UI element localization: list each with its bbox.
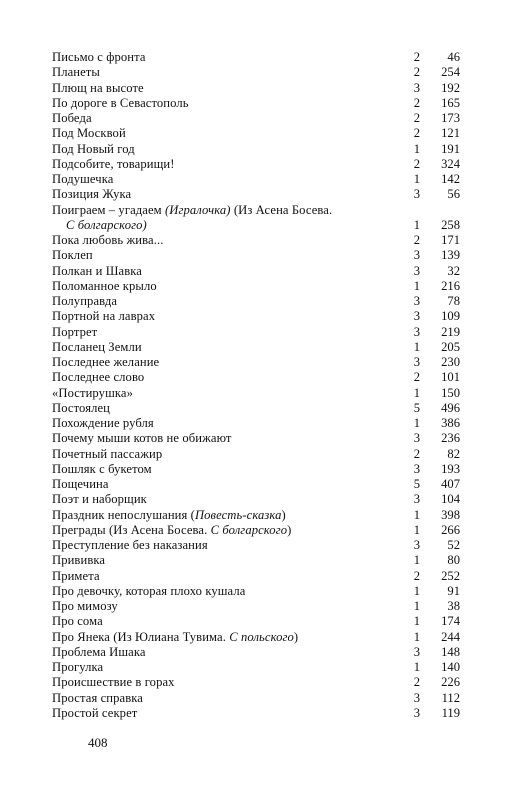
entry-page: 258 (441, 217, 460, 232)
entry-page: 139 (441, 248, 460, 263)
index-entry (52, 203, 460, 218)
entry-page: 496 (441, 400, 460, 415)
entry-title: Последнее слово (52, 370, 145, 385)
entry-page: 109 (441, 309, 460, 324)
index-entry (52, 462, 460, 477)
entry-volume: 1 (413, 507, 420, 522)
entry-title-part: ) (287, 522, 292, 537)
entry-page: 236 (441, 431, 460, 446)
entry-title: Преступление без наказания (52, 538, 208, 552)
entry-page: 324 (441, 156, 460, 171)
entry-title: Про сома (52, 614, 103, 629)
index-entry (52, 111, 460, 126)
entry-title-part: (Из Асена Босева. (230, 202, 333, 217)
index-entry (52, 142, 460, 157)
index-entry (52, 614, 460, 629)
entry-volume: 3 (413, 538, 420, 552)
entry-volume: 3 (413, 80, 420, 95)
entry-title: Пошляк с букетом (52, 461, 152, 476)
entry-page: 230 (441, 355, 460, 369)
entry-page: 407 (441, 477, 460, 491)
index-entry (52, 264, 460, 279)
entry-page: 171 (441, 233, 460, 247)
index-entry (52, 416, 460, 431)
entry-page: 142 (441, 172, 460, 186)
entry-page: 121 (441, 126, 460, 141)
entry-volume: 2 (413, 111, 420, 125)
index-entry-continuation (52, 218, 460, 233)
entry-title: Похождение рубля (52, 416, 154, 430)
entry-volume: 2 (413, 156, 420, 171)
entry-title: Простая справка (52, 690, 143, 705)
entry-volume: 3 (413, 690, 420, 705)
entry-title: Про мимозу (52, 599, 118, 613)
entry-title: Почетный пассажир (52, 446, 163, 461)
entry-page: 254 (441, 65, 460, 80)
index-entry (52, 660, 460, 675)
entry-page: 140 (441, 660, 460, 674)
entry-page: 80 (447, 553, 460, 568)
index-entry (52, 187, 460, 202)
entry-title: Под Новый год (52, 141, 135, 156)
entry-title-italic: С болгарского (210, 522, 288, 537)
entry-volume: 2 (413, 568, 420, 583)
entry-page: 252 (441, 568, 460, 583)
entry-title: Происшествие в горах (52, 675, 175, 690)
entry-volume: 5 (413, 477, 420, 491)
index-entry (52, 691, 460, 706)
index-entry (52, 645, 460, 660)
entry-title: Последнее желание (52, 355, 160, 369)
index-entry (52, 309, 460, 324)
index-entry (52, 233, 460, 248)
entry-title (52, 203, 332, 218)
entry-title: Простой секрет (52, 705, 138, 720)
index-entry (52, 477, 460, 492)
index-entry (52, 325, 460, 340)
entry-volume: 3 (413, 294, 420, 308)
entry-page: 46 (447, 50, 460, 64)
index-entry (52, 50, 460, 65)
entry-page: 32 (447, 263, 460, 278)
index-entry (52, 370, 460, 385)
index-entry (52, 248, 460, 263)
entry-title: Подушечка (52, 172, 114, 186)
entry-page: 91 (447, 583, 460, 598)
entry-title: Постоялец (52, 400, 110, 415)
entry-title: Победа (52, 111, 92, 125)
entry-volume: 2 (413, 675, 420, 690)
entry-volume: 1 (413, 385, 420, 400)
index-entry (52, 508, 460, 523)
index-entry (52, 492, 460, 507)
page-number: 408 (88, 735, 108, 750)
entry-volume: 1 (413, 416, 420, 430)
entry-volume: 1 (413, 217, 420, 232)
entry-volume: 3 (413, 492, 420, 507)
entry-volume: 3 (413, 461, 420, 476)
index-entry (52, 447, 460, 462)
entry-title: По дороге в Севастополь (52, 95, 189, 110)
contents-index (52, 50, 460, 721)
index-entry (52, 584, 460, 599)
entry-volume: 1 (413, 583, 420, 598)
entry-page: 173 (441, 111, 460, 125)
entry-volume: 5 (413, 400, 420, 415)
entry-volume: 2 (413, 446, 420, 461)
index-entry (52, 523, 460, 538)
index-entry (52, 569, 460, 584)
entry-page: 174 (441, 614, 460, 629)
index-entry (52, 355, 460, 370)
entry-page: 219 (441, 324, 460, 339)
index-entry (52, 630, 460, 645)
entry-page: 52 (447, 538, 460, 552)
entry-page: 191 (441, 141, 460, 156)
index-entry (52, 599, 460, 614)
entry-title: Про девочку, которая плохо кушала (52, 583, 246, 598)
entry-title (52, 523, 291, 538)
entry-volume: 1 (413, 339, 420, 354)
entry-page: 104 (441, 492, 460, 507)
entry-page: 386 (441, 416, 460, 430)
entry-page: 119 (441, 705, 460, 720)
entry-title: Подсобите, товарищи! (52, 156, 175, 171)
entry-page: 150 (441, 385, 460, 400)
entry-title-italic: С болгарского) (66, 217, 147, 232)
index-entry (52, 157, 460, 172)
entry-volume: 2 (413, 233, 420, 247)
entry-page: 226 (441, 675, 460, 690)
entry-page: 82 (447, 446, 460, 461)
entry-volume: 1 (413, 629, 420, 644)
index-entry (52, 65, 460, 80)
entry-title: Поэт и наборщик (52, 492, 147, 507)
entry-volume: 3 (413, 248, 420, 263)
entry-title (66, 218, 147, 233)
entry-title-part: Поиграем – угадаем (52, 202, 165, 217)
entry-title: Посланец Земли (52, 339, 142, 354)
entry-title: Плющ на высоте (52, 80, 144, 95)
entry-page: 112 (441, 690, 460, 705)
index-entry (52, 294, 460, 309)
entry-title: Поклеп (52, 248, 93, 263)
entry-volume: 3 (413, 187, 420, 202)
entry-volume: 1 (413, 660, 420, 674)
entry-title: Письмо с фронта (52, 50, 146, 64)
entry-title-italic: (Игралочка) (165, 202, 231, 217)
index-entry (52, 340, 460, 355)
entry-title-italic: Повесть-сказка (194, 507, 282, 522)
entry-title-part: ) (281, 507, 286, 522)
entry-title: Позиция Жука (52, 187, 132, 202)
entry-title: Прогулка (52, 660, 104, 674)
index-entry (52, 386, 460, 401)
entry-volume: 1 (413, 599, 420, 613)
entry-volume: 3 (413, 431, 420, 446)
entry-title: Портрет (52, 324, 98, 339)
entry-volume: 3 (413, 644, 420, 659)
entry-title-part: ) (293, 629, 299, 644)
entry-volume: 1 (413, 278, 420, 293)
entry-volume: 2 (413, 95, 420, 110)
entry-title: Прививка (52, 553, 106, 568)
index-entry (52, 81, 460, 96)
index-entry (52, 675, 460, 690)
entry-volume: 3 (413, 324, 420, 339)
entry-title-part: Про Янека (Из Юлиана Тувима. (52, 629, 230, 644)
entry-title: Почему мыши котов не обижают (52, 431, 232, 446)
entry-title: Пока любовь жива... (52, 233, 164, 247)
entry-volume: 1 (413, 141, 420, 156)
index-entry (52, 401, 460, 416)
entry-title: Проблема Ишака (52, 644, 146, 659)
entry-volume: 3 (413, 263, 420, 278)
entry-page: 192 (441, 80, 460, 95)
index-entry (52, 96, 460, 111)
entry-title: Поломанное крыло (52, 278, 157, 293)
entry-volume: 2 (413, 126, 420, 141)
entry-page: 244 (441, 629, 460, 644)
entry-page: 216 (441, 278, 460, 293)
entry-title: Под Москвой (52, 126, 126, 141)
entry-title (52, 508, 286, 523)
entry-page: 148 (441, 644, 460, 659)
entry-page: 78 (447, 294, 460, 308)
entry-volume: 2 (413, 65, 420, 80)
entry-volume: 1 (413, 614, 420, 629)
entry-volume: 1 (413, 172, 420, 186)
entry-volume: 3 (413, 309, 420, 324)
entry-page: 266 (441, 522, 460, 537)
entry-volume: 1 (413, 522, 420, 537)
entry-title-italic: С польского (229, 629, 294, 644)
entry-page: 38 (447, 599, 460, 613)
entry-page: 193 (441, 461, 460, 476)
entry-volume: 2 (413, 50, 420, 64)
entry-page: 398 (441, 507, 460, 522)
entry-title: Портной на лаврах (52, 309, 156, 324)
entry-page: 165 (441, 95, 460, 110)
entry-page: 56 (447, 187, 460, 202)
entry-title: Полуправда (52, 294, 118, 308)
entry-title: Примета (52, 568, 100, 583)
index-entry (52, 126, 460, 141)
entry-page: 205 (441, 339, 460, 354)
entry-volume: 2 (413, 370, 420, 385)
entry-title: Пощечина (52, 477, 109, 491)
entry-volume: 3 (413, 355, 420, 369)
index-entry (52, 553, 460, 568)
index-entry (52, 538, 460, 553)
entry-page: 101 (441, 370, 460, 385)
entry-title-part: Преграды (Из Асена Босева. (52, 522, 211, 537)
entry-title (52, 630, 298, 645)
entry-title-part: Праздник непослушания ( (52, 507, 195, 522)
entry-title: Планеты (52, 65, 100, 80)
entry-volume: 3 (413, 705, 420, 720)
entry-title: «Постирушка» (52, 385, 133, 400)
index-entry (52, 706, 460, 721)
index-entry (52, 172, 460, 187)
entry-volume: 1 (413, 553, 420, 568)
index-entry (52, 431, 460, 446)
entry-title: Полкан и Шавка (52, 263, 142, 278)
index-entry (52, 279, 460, 294)
